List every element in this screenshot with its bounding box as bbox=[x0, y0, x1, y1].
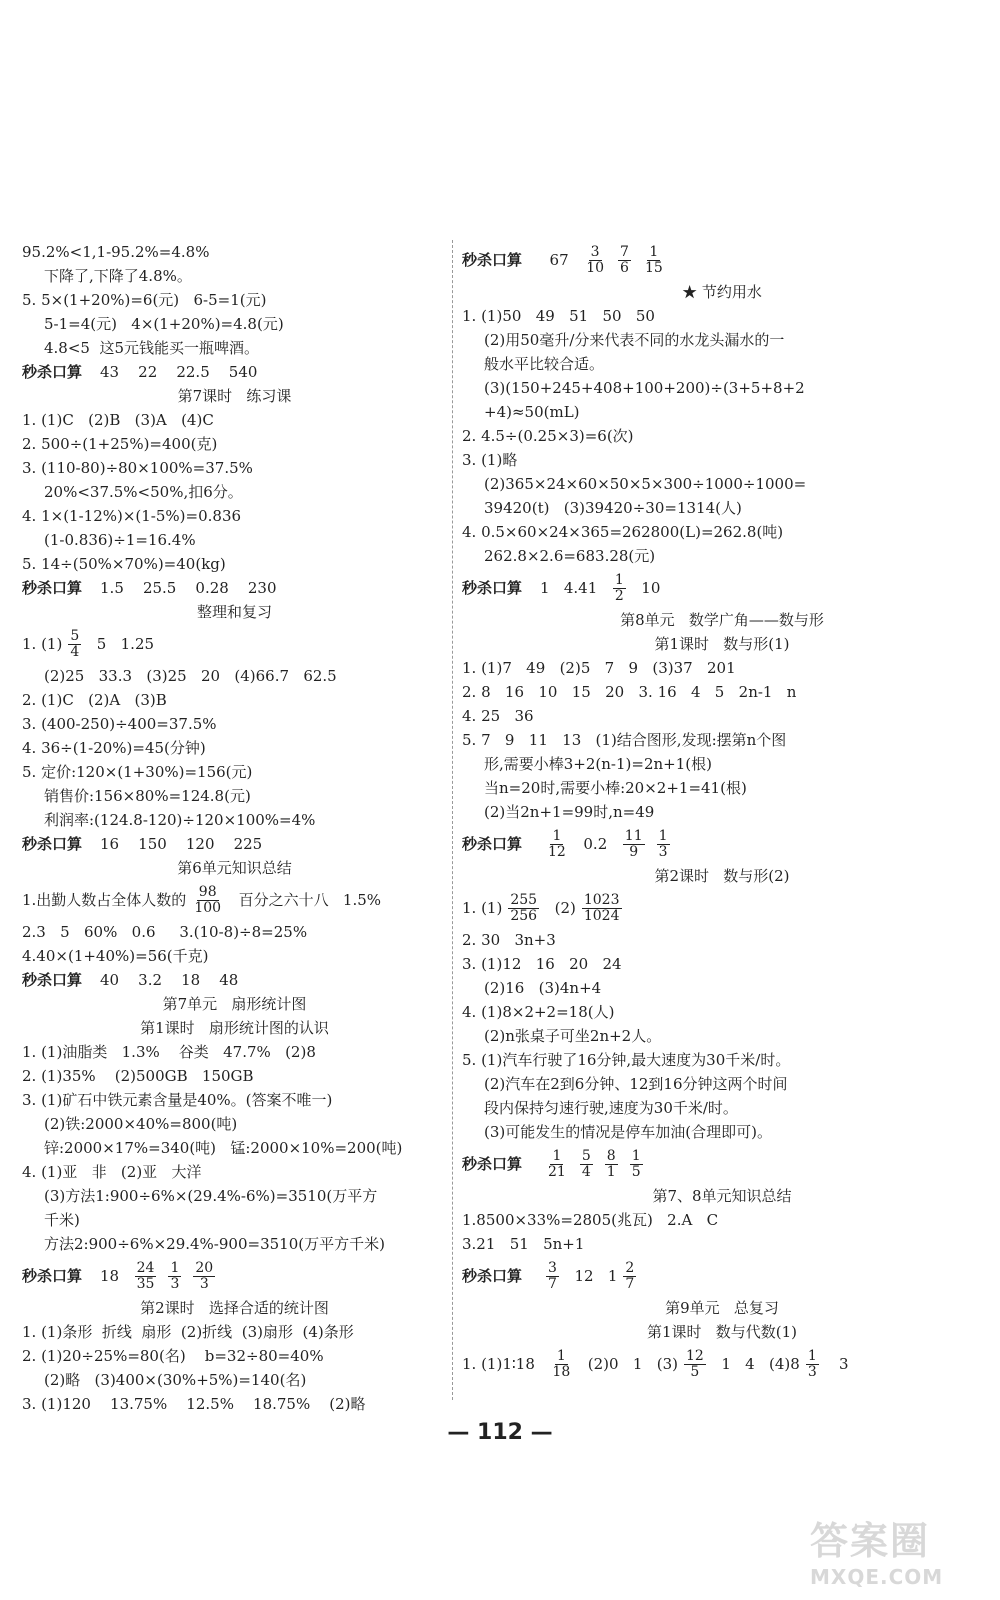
line-text: 4. 1×(1-12%)×(1-5%)=0.836 bbox=[22, 507, 242, 525]
answer-line bbox=[22, 1320, 447, 1344]
line-text: 2.3 5 60% 0.6 3.(10-8)÷8=25% bbox=[22, 923, 308, 941]
fraction-denominator: 15 bbox=[644, 259, 663, 276]
answer-line bbox=[22, 624, 447, 664]
line-text: 3. (1)12 16 20 24 bbox=[462, 955, 622, 973]
fraction-denominator: 3 bbox=[199, 1275, 209, 1292]
line-text: 3. (1)矿石中铁元素含量是40%。(答案不唯一) bbox=[22, 1091, 333, 1109]
fraction bbox=[684, 1349, 706, 1380]
answer-line bbox=[462, 1232, 982, 1256]
section-heading bbox=[22, 600, 447, 624]
fraction bbox=[806, 1349, 819, 1380]
line-text: 般水平比较合适。 bbox=[484, 355, 605, 373]
answer-line bbox=[22, 480, 447, 504]
line-text: 1.5 25.5 0.28 230 bbox=[100, 579, 277, 597]
fraction-numerator: 1 bbox=[552, 827, 562, 844]
fraction-denominator: 10 bbox=[586, 259, 605, 276]
answer-line bbox=[462, 976, 982, 1000]
fraction-denominator: 18 bbox=[552, 1363, 571, 1380]
line-text: 20%<37.5%<50%,扣6分。 bbox=[44, 483, 243, 501]
fraction-denominator: 3 bbox=[170, 1275, 180, 1292]
line-text: (3)方法1:900÷6%×(29.4%-6%)=3510(万平方 bbox=[44, 1187, 378, 1205]
line-text: 2. (1)35% (2)500GB 150GB bbox=[22, 1067, 254, 1085]
oral-calc-label: 秒杀口算 bbox=[462, 579, 523, 597]
answer-line bbox=[22, 1392, 447, 1416]
answer-line bbox=[22, 664, 447, 688]
section-heading bbox=[462, 608, 982, 632]
answer-line bbox=[462, 1096, 982, 1120]
oral-calc-label: 秒杀口算 bbox=[22, 1267, 83, 1285]
line-text: 4.8<5 这5元钱能买一瓶啤酒。 bbox=[44, 339, 260, 357]
fraction bbox=[613, 573, 626, 604]
fraction-numerator: 1023 bbox=[583, 891, 620, 908]
oral-calc-label: 秒杀口算 bbox=[22, 971, 83, 989]
line-text: +4)≈50(mL) bbox=[484, 403, 580, 421]
section-heading bbox=[462, 864, 982, 888]
fraction bbox=[546, 1149, 568, 1180]
fraction-denominator: 2 bbox=[614, 587, 624, 604]
fraction bbox=[135, 1261, 157, 1292]
line-text: 5. 7 9 11 13 (1)结合图形,发现:摆第n个图 bbox=[462, 731, 787, 749]
oral-calc-row bbox=[22, 360, 447, 384]
line-text: 67 bbox=[540, 251, 579, 269]
answer-line bbox=[462, 328, 982, 352]
line-text: 3 bbox=[824, 1355, 849, 1373]
answer-line bbox=[22, 288, 447, 312]
line-text: 5. 定价:120×(1+30%)=156(元) bbox=[22, 763, 253, 781]
line-text: (1-0.836)÷1=16.4% bbox=[44, 531, 196, 549]
line-text: 5. (1)汽车行驶了16分钟,最大速度为30千米/时。 bbox=[462, 1051, 791, 1069]
answer-line bbox=[22, 736, 447, 760]
oral-calc-row bbox=[22, 1256, 447, 1296]
line-text: (3)可能发生的情况是停车加油(合理即可)。 bbox=[484, 1123, 772, 1141]
fraction-numerator: 5 bbox=[70, 627, 80, 644]
fraction-denominator: 4 bbox=[581, 1163, 591, 1180]
fraction bbox=[584, 245, 606, 276]
section-heading bbox=[462, 1296, 982, 1320]
line-text: 1. (1)C (2)B (3)A (4)C bbox=[22, 411, 214, 429]
answer-line bbox=[462, 544, 982, 568]
fraction-numerator: 1 bbox=[649, 243, 659, 260]
line-text: (2)n张桌子可坐2n+2人。 bbox=[484, 1027, 662, 1045]
fraction-denominator: 7 bbox=[548, 1275, 557, 1292]
answer-line bbox=[22, 944, 447, 968]
fraction bbox=[546, 829, 568, 860]
line-text: 1 4 (4)8 bbox=[711, 1355, 800, 1373]
answer-line bbox=[462, 352, 982, 376]
oral-calc-row bbox=[462, 240, 982, 280]
line-text: 16 150 120 225 bbox=[100, 835, 263, 853]
fraction-numerator: 1 bbox=[556, 1347, 566, 1364]
answer-line bbox=[22, 920, 447, 944]
line-text: 第6单元知识总结 bbox=[177, 859, 292, 877]
answer-line bbox=[22, 240, 447, 264]
line-text: 整理和复习 bbox=[196, 603, 272, 621]
answer-line bbox=[22, 1368, 447, 1392]
line-text: (2)0 1 (3) bbox=[578, 1355, 678, 1373]
fraction-numerator: 7 bbox=[620, 243, 629, 260]
line-text: 百分之六十八 1.5% bbox=[229, 891, 382, 909]
oral-calc-label: 秒杀口算 bbox=[462, 1267, 523, 1285]
line-text: 5. 5×(1+20%)=6(元) 6-5=1(元) bbox=[22, 291, 267, 309]
line-text: 3. (400-250)÷400=37.5% bbox=[22, 715, 217, 733]
line-text: 39420(t) (3)39420÷30=1314(人) bbox=[484, 499, 742, 517]
fraction bbox=[623, 829, 645, 860]
answer-line bbox=[22, 688, 447, 712]
line-text: 1. (1) bbox=[22, 635, 63, 653]
answer-line bbox=[462, 1072, 982, 1096]
oral-calc-label: 秒杀口算 bbox=[22, 363, 83, 381]
line-text: 第7、8单元知识总结 bbox=[652, 1187, 792, 1205]
line-text: (2)铁:2000×40%=800(吨) bbox=[44, 1115, 238, 1133]
answer-line bbox=[22, 264, 447, 288]
line-text: 2. 8 16 10 15 20 3. 16 4 5 2n-1 n bbox=[462, 683, 797, 701]
answer-line bbox=[462, 496, 982, 520]
line-text: 2. (1)C (2)A (3)B bbox=[22, 691, 167, 709]
line-text: 第2课时 数与形(2) bbox=[654, 867, 790, 885]
answer-line bbox=[462, 472, 982, 496]
oral-calc-row bbox=[462, 1256, 982, 1296]
fraction-numerator: 8 bbox=[606, 1147, 616, 1164]
fraction bbox=[508, 893, 539, 924]
line-text: 2. 30 3n+3 bbox=[462, 931, 556, 949]
line-text: (2)汽车在2到6分钟、12到16分钟这两个时间 bbox=[484, 1075, 788, 1093]
watermark-logo bbox=[810, 1510, 990, 1590]
fraction-denominator: 12 bbox=[548, 843, 566, 860]
line-text: 2. (1)20÷25%=80(名) b=32÷80=40% bbox=[22, 1347, 324, 1365]
line-text: 4. (1)亚 非 (2)亚 大洋 bbox=[22, 1163, 202, 1181]
fraction-denominator: 3 bbox=[807, 1363, 817, 1380]
oral-calc-row bbox=[462, 1144, 982, 1184]
line-text: (2)25 33.3 (3)25 20 (4)66.7 62.5 bbox=[44, 667, 337, 685]
line-text: 销售价:156×80%=124.8(元) bbox=[44, 787, 251, 805]
answer-line bbox=[462, 928, 982, 952]
fraction bbox=[546, 1261, 559, 1292]
answer-line bbox=[22, 408, 447, 432]
line-text: 18 bbox=[100, 1267, 129, 1285]
fraction bbox=[193, 1261, 215, 1292]
line-text: 4. 36÷(1-20%)=45(分钟) bbox=[22, 739, 206, 757]
fraction-denominator: 256 bbox=[510, 907, 538, 924]
answer-line bbox=[462, 400, 982, 424]
line-text: 形,需要小棒3+2(n-1)=2n+1(根) bbox=[484, 755, 712, 773]
line-text: 第9单元 总复习 bbox=[665, 1299, 779, 1317]
line-text: 第2课时 选择合适的统计图 bbox=[140, 1299, 329, 1317]
oral-calc-row bbox=[22, 832, 447, 856]
line-text: (2)略 (3)400×(30%+5%)=140(名) bbox=[44, 1371, 307, 1389]
fraction-numerator: 3 bbox=[548, 1259, 557, 1276]
answer-line bbox=[462, 680, 982, 704]
fraction-denominator: 1024 bbox=[583, 907, 620, 924]
answer-line bbox=[462, 1024, 982, 1048]
section-heading bbox=[22, 856, 447, 880]
answer-line bbox=[22, 784, 447, 808]
line-text: 1. (1)1∶18 bbox=[462, 1355, 545, 1373]
answer-line bbox=[462, 376, 982, 400]
line-text: 3.21 51 5n+1 bbox=[462, 1235, 585, 1253]
fraction bbox=[550, 1349, 572, 1380]
line-text: 方法2:900÷6%×29.4%-900=3510(万平方千米) bbox=[44, 1235, 385, 1253]
fraction-numerator: 20 bbox=[195, 1259, 214, 1276]
fraction bbox=[582, 893, 622, 924]
section-heading bbox=[462, 1320, 982, 1344]
answer-line bbox=[22, 760, 447, 784]
line-text: (3)(150+245+408+100+200)÷(3+5+8+2 bbox=[484, 379, 805, 397]
line-text: 4.40×(1+40%)=56(千克) bbox=[22, 947, 209, 965]
line-text: 利润率:(124.8-120)÷120×100%=4% bbox=[44, 811, 316, 829]
fraction bbox=[192, 885, 223, 916]
section-heading bbox=[462, 632, 982, 656]
line-text: 1. (1)油脂类 1.3% 谷类 47.7% (2)8 bbox=[22, 1043, 316, 1061]
line-text: 3. (1)略 bbox=[462, 451, 518, 469]
answer-line bbox=[22, 808, 447, 832]
line-text: 5. 14÷(50%×70%)=40(kg) bbox=[22, 555, 226, 573]
fraction bbox=[605, 1149, 618, 1180]
oral-calc-row bbox=[22, 968, 447, 992]
fraction bbox=[630, 1149, 643, 1180]
answer-line bbox=[462, 656, 982, 680]
line-text: 43 22 22.5 540 bbox=[100, 363, 258, 381]
watermark-top: 答案圈 bbox=[810, 1519, 931, 1563]
line-text: 1 4.41 bbox=[540, 579, 607, 597]
answer-line bbox=[462, 1208, 982, 1232]
oral-calc-label: 秒杀口算 bbox=[462, 251, 523, 269]
fraction-denominator: 4 bbox=[70, 643, 80, 660]
fraction-numerator: 2 bbox=[625, 1259, 635, 1276]
answer-line bbox=[22, 312, 447, 336]
fraction-numerator: 1 bbox=[170, 1259, 180, 1276]
line-text: 下降了,下降了4.8%。 bbox=[44, 267, 192, 285]
section-heading bbox=[462, 1184, 982, 1208]
fraction-numerator: 1 bbox=[631, 1147, 641, 1164]
answer-line bbox=[22, 432, 447, 456]
answer-line bbox=[22, 1208, 447, 1232]
line-text: 262.8×2.6=683.28(元) bbox=[484, 547, 656, 565]
oral-calc-label: 秒杀口算 bbox=[462, 835, 523, 853]
line-text: 1. (1)条形 折线 扇形 (2)折线 (3)扇形 (4)条形 bbox=[22, 1323, 354, 1341]
answer-line bbox=[462, 1048, 982, 1072]
oral-calc-row bbox=[22, 576, 447, 600]
line-text: 12 1 bbox=[564, 1267, 618, 1285]
line-text: 段内保持匀速行驶,速度为30千米/时。 bbox=[484, 1099, 738, 1117]
column-divider bbox=[452, 240, 453, 1400]
line-text: 4. 0.5×60×24×365=262800(L)=262.8(吨) bbox=[462, 523, 784, 541]
answer-line bbox=[22, 1088, 447, 1112]
answer-line bbox=[462, 704, 982, 728]
answer-line bbox=[462, 800, 982, 824]
fraction-numerator: 1 bbox=[807, 1347, 817, 1364]
fraction bbox=[657, 829, 670, 860]
answer-line bbox=[22, 528, 447, 552]
fraction-numerator: 1 bbox=[552, 1147, 562, 1164]
fraction-denominator: 6 bbox=[620, 259, 629, 276]
fraction bbox=[623, 1261, 636, 1292]
section-heading bbox=[22, 992, 447, 1016]
section-heading bbox=[22, 384, 447, 408]
line-text: (2)16 (3)4n+4 bbox=[484, 979, 602, 997]
fraction-numerator: 3 bbox=[590, 243, 600, 260]
fraction bbox=[580, 1149, 593, 1180]
line-text: (2)用50毫升/分来代表不同的水龙头漏水的一 bbox=[484, 331, 785, 349]
fraction-numerator: 5 bbox=[581, 1147, 591, 1164]
line-text: 1.8500×33%=2805(兆瓦) 2.A C bbox=[462, 1211, 719, 1229]
section-heading bbox=[22, 1296, 447, 1320]
fraction-numerator: 24 bbox=[136, 1259, 155, 1276]
answer-line bbox=[462, 728, 982, 752]
answer-line bbox=[462, 888, 982, 928]
answer-line bbox=[22, 504, 447, 528]
answer-line bbox=[462, 520, 982, 544]
line-text: 95.2%<1,1-95.2%=4.8% bbox=[22, 243, 210, 261]
line-text: 千米) bbox=[44, 1211, 80, 1229]
answer-line bbox=[462, 448, 982, 472]
line-text: 2. 4.5÷(0.25×3)=6(次) bbox=[462, 427, 634, 445]
line-text: (2) bbox=[545, 899, 576, 917]
answer-line bbox=[22, 1064, 447, 1088]
page-number: — 112 — bbox=[447, 1420, 553, 1445]
answer-line bbox=[462, 952, 982, 976]
fraction bbox=[643, 245, 665, 276]
answer-line bbox=[22, 1232, 447, 1256]
answer-line bbox=[462, 424, 982, 448]
answer-line bbox=[462, 752, 982, 776]
answer-line bbox=[462, 1344, 982, 1384]
fraction-denominator: 7 bbox=[625, 1275, 635, 1292]
line-text: 0.2 bbox=[573, 835, 617, 853]
oral-calc-row bbox=[462, 568, 982, 608]
line-text: 4. 25 36 bbox=[462, 707, 534, 725]
fraction-numerator: 255 bbox=[510, 891, 538, 908]
line-text: 3. (1)120 13.75% 12.5% 18.75% (2)略 bbox=[22, 1395, 366, 1413]
line-text: 2. 500÷(1+25%)=400(克) bbox=[22, 435, 218, 453]
answer-line bbox=[22, 456, 447, 480]
fraction-numerator: 1 bbox=[614, 571, 624, 588]
line-text: 第1课时 扇形统计图的认识 bbox=[140, 1019, 329, 1037]
answer-line bbox=[22, 1160, 447, 1184]
fraction-denominator: 1 bbox=[606, 1163, 616, 1180]
fraction bbox=[618, 245, 631, 276]
answer-line bbox=[462, 1120, 982, 1144]
answer-line bbox=[22, 1112, 447, 1136]
fraction-numerator: 11 bbox=[624, 827, 643, 844]
fraction bbox=[68, 629, 81, 660]
line-text: 第7课时 练习课 bbox=[177, 387, 292, 405]
fraction-denominator: 9 bbox=[629, 843, 639, 860]
fraction-denominator: 5 bbox=[631, 1163, 641, 1180]
line-text: (2)365×24×60×50×5×300÷1000÷1000= bbox=[484, 475, 807, 493]
line-text: 当n=20时,需要小棒:20×2+1=41(根) bbox=[484, 779, 747, 797]
answer-line bbox=[462, 1000, 982, 1024]
fraction bbox=[168, 1261, 181, 1292]
line-text: 第7单元 扇形统计图 bbox=[162, 995, 307, 1013]
line-text: (2)当2n+1=99时,n=49 bbox=[484, 803, 655, 821]
line-text: 第1课时 数与代数(1) bbox=[646, 1323, 798, 1341]
line-text: 1. (1) bbox=[462, 899, 503, 917]
oral-calc-label: 秒杀口算 bbox=[22, 579, 83, 597]
line-text: 第1课时 数与形(1) bbox=[654, 635, 790, 653]
fraction-denominator: 21 bbox=[548, 1163, 566, 1180]
answer-line bbox=[462, 304, 982, 328]
oral-calc-row bbox=[462, 824, 982, 864]
fraction-numerator: 12 bbox=[685, 1347, 704, 1364]
line-text: 5 1.25 bbox=[87, 635, 155, 653]
fraction-denominator: 35 bbox=[136, 1275, 155, 1292]
answer-line bbox=[22, 552, 447, 576]
line-text: 4. (1)8×2+2=18(人) bbox=[462, 1003, 615, 1021]
answer-line bbox=[462, 776, 982, 800]
oral-calc-label: 秒杀口算 bbox=[22, 835, 83, 853]
line-text: 3. (110-80)÷80×100%=37.5% bbox=[22, 459, 253, 477]
fraction-denominator: 100 bbox=[194, 899, 222, 916]
line-text: 1. (1)7 49 (2)5 7 9 (3)37 201 bbox=[462, 659, 736, 677]
left-column bbox=[22, 240, 447, 1416]
fraction-denominator: 3 bbox=[658, 843, 668, 860]
fraction-denominator: 5 bbox=[690, 1363, 700, 1380]
right-column bbox=[462, 240, 982, 1384]
line-text: 10 bbox=[631, 579, 661, 597]
answer-line bbox=[22, 1184, 447, 1208]
fraction-numerator: 98 bbox=[198, 883, 217, 900]
line-text: ★ 节约用水 bbox=[682, 283, 762, 301]
line-text: 锌:2000×17%=340(吨) 锰:2000×10%=200(吨) bbox=[44, 1139, 403, 1157]
section-heading bbox=[22, 1016, 447, 1040]
line-text: 1. (1)50 49 51 50 50 bbox=[462, 307, 655, 325]
line-text: 第8单元 数学广角——数与形 bbox=[620, 611, 824, 629]
answer-line bbox=[22, 1344, 447, 1368]
fraction-numerator: 1 bbox=[658, 827, 668, 844]
answer-line bbox=[22, 336, 447, 360]
line-text: 1.出勤人数占全体人数的 bbox=[22, 891, 187, 909]
answer-line bbox=[22, 880, 447, 920]
line-text: 5-1=4(元) 4×(1+20%)=4.8(元) bbox=[44, 315, 284, 333]
oral-calc-label: 秒杀口算 bbox=[462, 1155, 523, 1173]
watermark-bottom: MXQE.COM bbox=[810, 1565, 944, 1589]
answer-line bbox=[22, 1040, 447, 1064]
answer-line bbox=[22, 712, 447, 736]
answer-line bbox=[22, 1136, 447, 1160]
section-heading bbox=[462, 280, 982, 304]
line-text: 40 3.2 18 48 bbox=[100, 971, 239, 989]
